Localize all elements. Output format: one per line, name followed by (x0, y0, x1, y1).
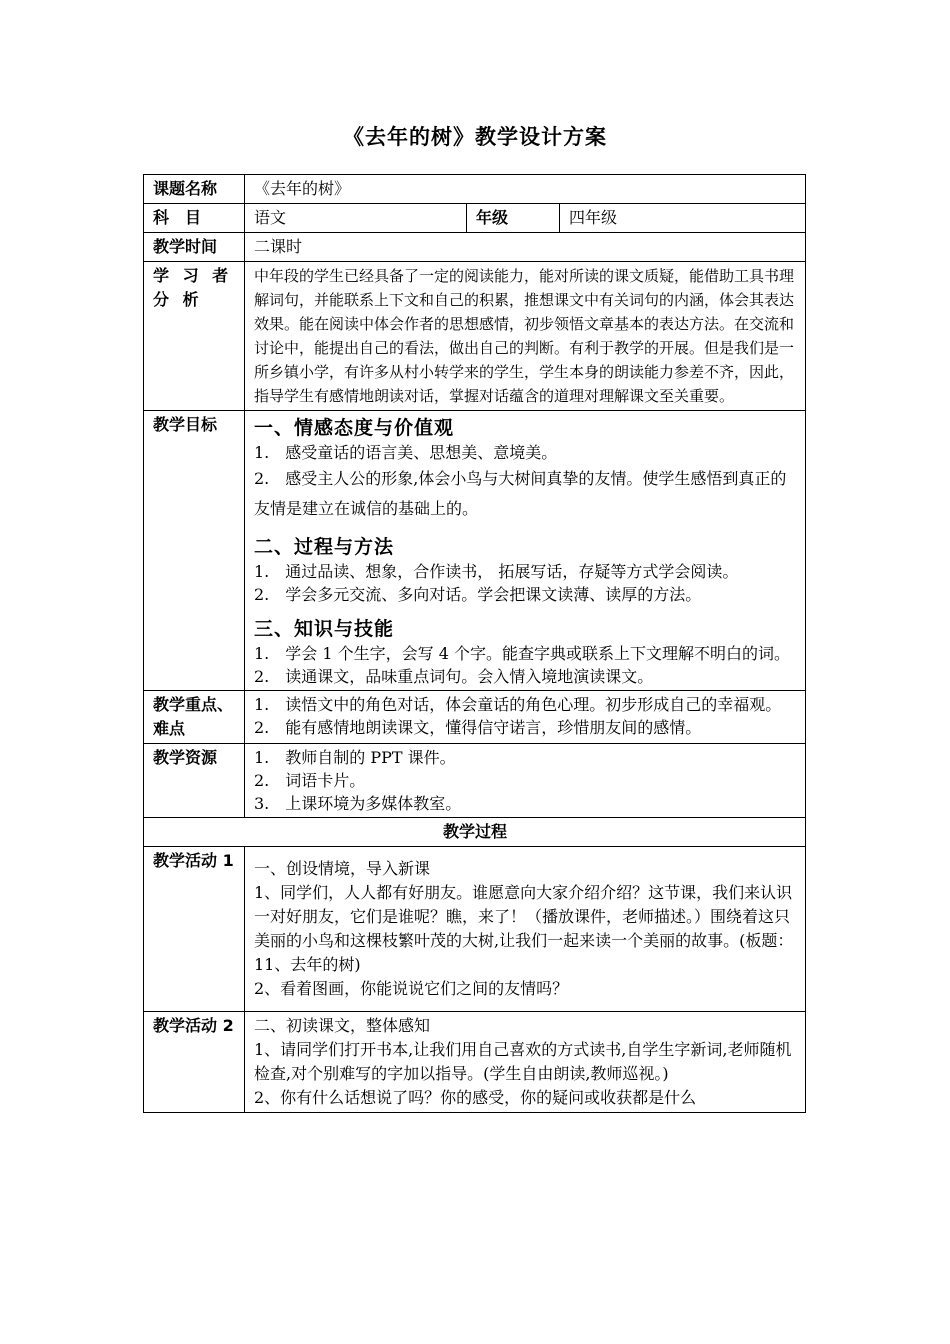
goals-section-1-item: 1. 感受童话的语言美、思想美、意境美。 (254, 443, 558, 462)
time-label: 教学时间 (144, 233, 245, 262)
row-resources (144, 744, 806, 818)
activity-1-line: 2、看着图画，你能说说它们之间的友情吗？ (254, 979, 569, 998)
goals-section-1-item: 2. 感受主人公的形象,体会小鸟与大树间真挚的友情。使学生感悟到真正的友情是建立在诚信的基础上的。 (254, 469, 787, 518)
lesson-plan-table (143, 174, 823, 1113)
resources-item: 3. 上课环境为多媒体教室。 (254, 794, 462, 813)
row-time (144, 233, 806, 262)
learner-label: 学 习 者 分 析 (144, 262, 245, 411)
row-process-header (144, 818, 806, 847)
activity-1-content (245, 847, 823, 1012)
grade-label: 年级 (467, 204, 560, 233)
topic-label: 课题名称 (144, 175, 245, 204)
keypoints-label: 教学重点、难点 (144, 691, 245, 744)
row-subject (144, 204, 806, 233)
row-topic (144, 175, 806, 204)
goals-section-2-item: 2. 学会多元交流、多向对话。学会把课文读薄、读厚的方法。 (254, 585, 702, 604)
grade-value: 四年级 (560, 204, 806, 233)
subject-label: 科 目 (144, 204, 245, 233)
activity-2-line: 二、初读课文，整体感知 (254, 1016, 431, 1035)
activity-2-line: 2、你有什么话想说了吗？你的感受，你的疑问或收获都是什么 (254, 1088, 697, 1107)
activity-1-line: 1、同学们，人人都有好朋友。谁愿意向大家介绍介绍？这节课，我们来认识一对好朋友，它们是谁呢？瞧，来了！（播放课件，老师描述。）围绕着这只美丽的小鸟和这棵枝繁叶茂的大树,让我们一起来读一个美丽的故事。(板题： 11、去年的树) (254, 883, 823, 974)
activity-2-line: 1、请同学们打开书本,让我们用自己喜欢的方式读书,自学生字新词,老师随机检查,对个别难写的字加以指导。(学生自由朗读,教师巡视。) (254, 1040, 792, 1083)
resources-label: 教学资源 (144, 744, 245, 818)
row-key-points (144, 691, 806, 744)
resources-item: 1. 教师自制的 PPT 课件。 (254, 748, 456, 767)
resources-content (245, 744, 806, 818)
subject-value: 语文 (245, 204, 467, 233)
row-activity-2 (144, 1012, 806, 1113)
time-value: 二课时 (245, 233, 806, 262)
keypoints-content (245, 691, 806, 744)
topic-value: 《去年的树》 (245, 175, 806, 204)
goals-label: 教学目标 (144, 411, 245, 691)
learner-text: 中年段的学生已经具备了一定的阅读能力，能对所读的课文质疑，能借助工具书理解词句，并能联系上下文和自己的积累，推想课文中有关词句的内涵，体会其表达效果。能在阅读中体会作者的思想感情，初步领悟文章基本的表达方法。在交流和讨论中，能提出自己的看法，做出自己的判断。有利于教学的开展。但是我们是一所乡镇小学，有许多从村小转学来的学生，学生本身的朗读能力参差不齐，因此，指导学生有感情地朗读对话，掌握对话蕴含的道理对理解课文至关重要。 (245, 262, 806, 411)
row-teaching-goals (144, 411, 806, 691)
goals-section-3-item: 1. 学会 1 个生字，会写 4 个字。能查字典或联系上下文理解不明白的词。 (254, 644, 790, 663)
row-learner-analysis (144, 262, 806, 411)
resources-item: 2. 词语卡片。 (254, 771, 366, 790)
process-header: 教学过程 (144, 818, 806, 847)
goals-content (245, 411, 806, 691)
goals-section-2-heading: 二、过程与方法 (254, 536, 395, 558)
keypoints-item: 1. 读悟文中的角色对话，体会童话的角色心理。初步形成自己的幸福观。 (254, 695, 782, 714)
goals-section-2-item: 1. 通过品读、想象，合作读书， 拓展写话，存疑等方式学会阅读。 (254, 562, 739, 581)
goals-section-3-item: 2. 读通课文，品味重点词句。会入情入境地演读课文。 (254, 667, 654, 686)
document-title: 《去年的树》教学设计方案 (343, 124, 607, 149)
activity-2-label: 教学活动 2 (144, 1012, 245, 1113)
goals-section-3-heading: 三、知识与技能 (254, 618, 395, 640)
activity-1-line: 一、创设情境，导入新课 (254, 859, 431, 878)
row-activity-1 (144, 847, 806, 1012)
keypoints-item: 2. 能有感情地朗读课文，懂得信守诺言，珍惜朋友间的感情。 (254, 718, 702, 737)
activity-1-label: 教学活动 1 (144, 847, 245, 1012)
goals-section-1-heading: 一、情感态度与价值观 (254, 417, 455, 439)
activity-2-content (245, 1012, 806, 1113)
